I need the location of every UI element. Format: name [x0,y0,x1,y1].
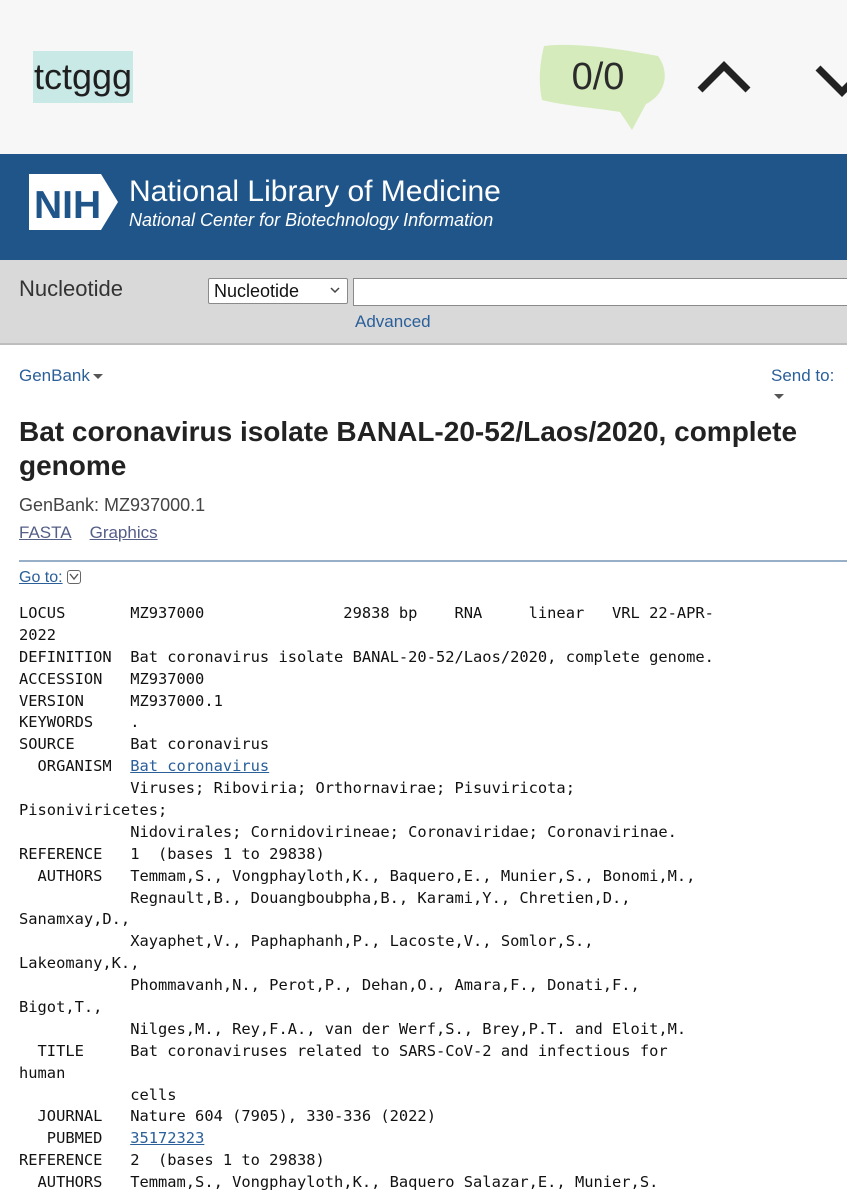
find-query-input[interactable]: tctggg [33,51,133,103]
flatfile-line: Phommavanh,N., Perot,P., Dehan,O., Amara,F., Donati,F., [19,976,640,995]
go-to-label: Go to: [19,569,63,586]
flatfile-line-pubmed [19,1128,839,1150]
nih-logo-text: NIH [34,184,102,227]
site-header [0,154,847,260]
go-to-menu[interactable] [19,569,81,587]
match-count-text: 0/0 [571,56,625,98]
flatfile-line: KEYWORDS . [19,713,140,732]
flatfile-line: DEFINITION Bat coronavirus isolate BANAL-20-52/Laos/2020, complete genome. [19,647,714,666]
divider [19,560,847,562]
database-label: Nucleotide [19,276,123,301]
page-title: Bat coronavirus isolate BANAL-20-52/Laos/2020, complete genome [19,416,798,481]
flatfile-line: Bigot,T., [19,998,103,1017]
header-title: National Library of Medicine [129,175,501,208]
pubmed-field-label: PUBMED [19,1129,131,1148]
flatfile-line: AUTHORS Temmam,S., Vongphayloth,K., Baquero Salazar,E., Munier,S. [19,1173,659,1192]
advanced-search-link[interactable]: Advanced [355,312,431,331]
genbank-flatfile [19,603,839,1194]
flatfile-line: Lakeomany,K., [19,954,140,973]
pubmed-link[interactable]: 35172323 [130,1129,205,1148]
flatfile-line: Viruses; Riboviria; Orthornavirae; Pisuviricota; [19,779,575,798]
find-match-count [536,42,668,132]
chevron-down-icon [67,570,81,584]
nih-logo[interactable] [27,173,119,236]
flatfile-line: Nilges,M., Rey,F.A., van der Werf,S., Brey,P.T. and Eloit,M. [19,1019,687,1038]
graphics-link[interactable]: Graphics [89,523,158,542]
flatfile-line: AUTHORS Temmam,S., Vongphayloth,K., Baquero,E., Munier,S., Bonomi,M., [19,866,696,885]
send-to-label: Send to: [771,366,835,385]
flatfile-line: human [19,1063,66,1082]
search-input[interactable] [353,278,847,306]
flatfile-line: REFERENCE 1 (bases 1 to 29838) [19,844,325,863]
send-to-menu[interactable] [771,366,847,406]
chevron-up-icon [692,54,756,104]
flatfile-line-organism [19,756,839,778]
header-subtitle: National Center for Biotechnology Information [129,210,494,230]
find-next-button[interactable] [806,54,847,104]
flatfile-line: Xayaphet,V., Paphaphanh,P., Lacoste,V., Somlor,S., [19,932,594,951]
database-select-value: Nucleotide [214,281,300,301]
organism-field-label: ORGANISM [19,757,131,776]
caret-down-icon [774,394,784,399]
flatfile-line: SOURCE Bat coronavirus [19,735,270,754]
caret-down-icon [93,374,103,379]
flatfile-line: Pisoniviricetes; [19,801,168,820]
accession-line: GenBank: MZ937000.1 [19,495,206,515]
search-bar [0,260,847,345]
flatfile-line: VERSION MZ937000.1 [19,691,223,710]
flatfile-line: ACCESSION MZ937000 [19,669,205,688]
format-menu[interactable] [19,366,103,386]
flatfile-line: LOCUS MZ937000 29838 bp RNA linear VRL 22-APR- [19,604,714,622]
fasta-link[interactable]: FASTA [19,523,72,542]
organism-link[interactable]: Bat coronavirus [130,757,270,776]
flatfile-line: cells [19,1085,177,1104]
flatfile-line: Sanamxay,D., [19,910,131,929]
flatfile-line: Nidovirales; Cornidovirineae; Coronaviridae; Coronavirinae. [19,822,677,841]
flatfile-line: TITLE Bat coronaviruses related to SARS-CoV-2 and infectious for [19,1041,668,1060]
flatfile-line: JOURNAL Nature 604 (7905), 330-336 (2022) [19,1107,436,1126]
flatfile-line: 2022 [19,625,57,644]
flatfile-line: REFERENCE 2 (bases 1 to 29838) [19,1151,325,1170]
format-menu-label: GenBank [19,366,90,385]
find-in-page-bar [0,0,847,154]
record-links [19,523,176,543]
find-previous-button[interactable] [692,54,756,104]
database-select[interactable] [208,278,348,304]
chevron-down-icon [806,54,847,104]
chevron-down-icon [329,284,341,296]
flatfile-line: Regnault,B., Douangboubpha,B., Karami,Y., Chretien,D., [19,888,631,907]
